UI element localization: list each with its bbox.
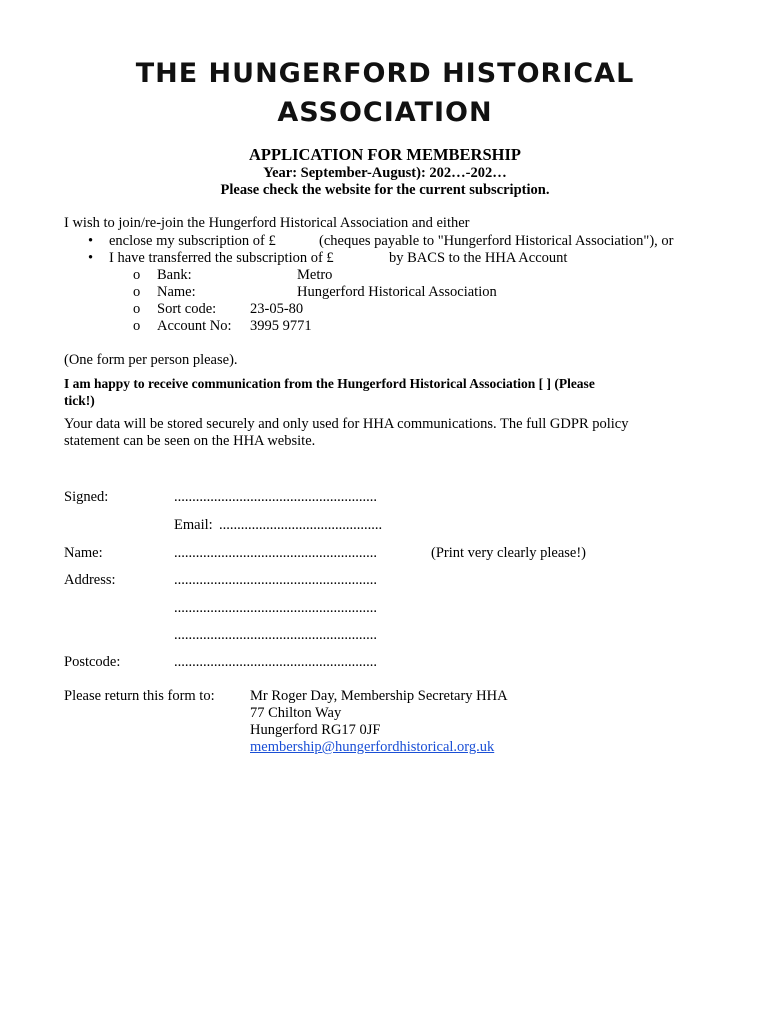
sub-bullet: o xyxy=(133,318,141,334)
address-label: Address: xyxy=(64,572,116,588)
bullet-1: • xyxy=(88,233,94,249)
application-heading: APPLICATION FOR MEMBERSHIP xyxy=(249,145,521,164)
title-line-1: THE HUNGERFORD HISTORICAL xyxy=(135,58,635,89)
consent-line-2: tick!) xyxy=(64,393,95,408)
name-note: (Print very clearly please!) xyxy=(431,545,586,561)
option-2-text-a: I have transferred the subscription of £ xyxy=(109,250,334,266)
year-line: Year: September-August): 202…-202… xyxy=(263,165,507,181)
account-no-value: 3995 9771 xyxy=(250,318,312,334)
consent-line-1: I am happy to receive communication from the Hungerford Historical Association [ ] (Please xyxy=(64,376,595,391)
account-no-label: Account No: xyxy=(157,318,232,334)
email-field[interactable]: ............................................. xyxy=(219,517,383,533)
sub-bullet: o xyxy=(133,301,141,317)
check-website-line: Please check the website for the current subscription. xyxy=(220,182,550,198)
return-address-line-3: Hungerford RG17 0JF xyxy=(250,722,381,738)
bank-value: Metro xyxy=(297,267,333,283)
account-name-value: Hungerford Historical Association xyxy=(297,284,497,300)
address-field-2[interactable]: ........................................................ xyxy=(174,600,377,616)
address-field-3[interactable]: ........................................................ xyxy=(174,627,377,643)
sub-bullet: o xyxy=(133,284,141,300)
option-2-text-b: by BACS to the HHA Account xyxy=(389,250,568,266)
sort-code-value: 23-05-80 xyxy=(250,301,304,317)
option-1-text-a: enclose my subscription of £ xyxy=(109,233,276,249)
email-label: Email: xyxy=(174,517,213,533)
sort-code-label: Sort code: xyxy=(157,301,217,317)
membership-email-link[interactable]: membership@hungerfordhistorical.org.uk xyxy=(250,739,495,755)
postcode-label: Postcode: xyxy=(64,654,121,670)
option-1-text-b: (cheques payable to "Hungerford Historical Association"), or xyxy=(319,233,674,249)
return-label: Please return this form to: xyxy=(64,688,215,704)
signed-label: Signed: xyxy=(64,489,109,505)
bank-label: Bank: xyxy=(157,267,192,283)
name-field[interactable]: ........................................................ xyxy=(174,545,377,561)
address-field-1[interactable]: ........................................................ xyxy=(174,572,377,588)
account-name-label: Name: xyxy=(157,284,196,300)
signed-field[interactable]: ........................................................ xyxy=(174,489,377,505)
gdpr-line-1: Your data will be stored securely and only used for HHA communications. The full GDPR policy xyxy=(64,416,629,432)
sub-bullet: o xyxy=(133,267,141,283)
one-form-note: (One form per person please). xyxy=(64,352,238,368)
postcode-field[interactable]: ........................................................ xyxy=(174,654,377,670)
bullet-2: • xyxy=(88,250,94,266)
name-label: Name: xyxy=(64,545,103,561)
title-line-2: ASSOCIATION xyxy=(277,97,493,128)
gdpr-line-2: statement can be seen on the HHA website. xyxy=(64,433,316,449)
intro-line: I wish to join/re-join the Hungerford Historical Association and either xyxy=(64,215,470,231)
return-address-line-2: 77 Chilton Way xyxy=(250,705,342,721)
return-address-line-1: Mr Roger Day, Membership Secretary HHA xyxy=(250,688,508,704)
